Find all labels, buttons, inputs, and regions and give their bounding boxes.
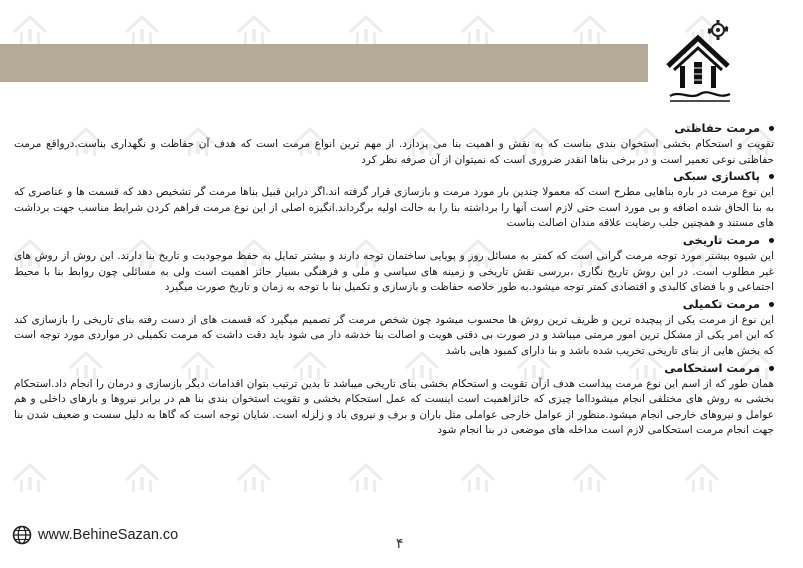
watermark-house-icon: [346, 456, 386, 496]
header-band: [0, 44, 648, 82]
section-strengthening: [14, 360, 774, 439]
section-body: این شیوه بیشتر مورد توجه مرمت گرانی است که کمتر به مسائل روز و پویایی ساختمان توجه دارند و بیشتر تمایل به حفظ موجودیت و تاریخ بنا دارند. این روش از روش های غیر مطلوب است. در این روش تاریخ نگاری ،بررسی نقش تاریخی و زمینه های سیاسی و ملی و فرهنگی بسیار حائز اهمیت است ولی به مسائلی چون روابط بنا با محیط اجتماعی و با فضای کالبدی و اقتصادی کمتر توجه میشود.به طور خلاصه حفاظت و بازسازی و تکمیل بنا با توجه به زمان و تاریخ صورت میگیرد: [14, 249, 774, 294]
article-content: [14, 120, 774, 439]
watermark-house-icon: [458, 456, 498, 496]
house-logo-icon: [660, 8, 742, 108]
section-heading: پاکسازی سبکی: [14, 168, 774, 185]
watermark-house-icon: [10, 8, 50, 48]
website-link[interactable]: www.BehineSazan.co: [38, 527, 179, 543]
section-body: همان طور که از اسم این نوع مرمت پیداست هدف ازآن تقویت و استحکام بخشی بنای تاریخی میباشد تا بدین ترتیب بتوان اقدامات دیگر بازسازی و درمان را انجام داد.استحکام بخشی به روش های مختلفی انجام میشودااما چیزی که حائزاهمیت است اینست که عمل استحکام بخشی و تقویت استخوان بندی بنا هم در برابر نیروها و بارهای داخلی و هم عوامل و نیروهای خارجی انجام میشود.منظور از عوامل خارجی عواملی مثل باران و برف و نیروی باد و زلزله است. شایان توجه است که گاها به دلیل سست و ضعیف شدن بنا جهت انجام مرمت استحکامی لازم است مداخله های موضعی در بنا انجام شود: [14, 377, 774, 437]
watermark-house-icon: [10, 456, 50, 496]
section-body: تقویت و استحکام بخشی استخوان بندی بناست که به نقش و اهمیت بنا می پردازد. از مهم ترین انواع مرمت است که هدف آن حفاظت و نگهداری بناست.درواقع مرمت حفاظتی نوعی تعمیر است و در برخی بناها انقدر ضروری است که نمیتوان از آن صرفه نظر کرد: [14, 138, 774, 166]
watermark-house-icon: [682, 456, 722, 496]
bullet-icon: [769, 238, 774, 243]
watermark-house-icon: [122, 456, 162, 496]
logo: [660, 8, 742, 108]
page-number: ۴: [396, 536, 404, 552]
bullet-icon: [769, 174, 774, 179]
section-heading: مرمت تکمیلی: [14, 296, 774, 313]
section-style-cleanup: [14, 168, 774, 232]
watermark-house-icon: [122, 8, 162, 48]
section-heading: مرمت استحکامی: [14, 360, 774, 377]
watermark-house-icon: [570, 8, 610, 48]
section-body: این نوع مرمت در باره بناهایی مطرح است که معمولا چندین بار مورد مرمت و بازسازی قرار گرفته اند.اگر دراین قبیل بناها مرمت گر تشخیص دهد که قسمت ها و عناصری که به بنا الحاق شده اضافه و بی مورد است حتی لازم است آنها را برداشته بنا را به حالت اولیه برگرداند.انگیزه اصلی از این نوع مرمت فراهم کردن شرایط مناسب جهت برداشت های مستند و همچنین جلب رضایت علاقه مندان اصالت بناست: [14, 186, 774, 230]
section-historical: [14, 232, 774, 296]
watermark-house-icon: [234, 456, 274, 496]
watermark-house-icon: [346, 8, 386, 48]
globe-icon: [12, 525, 32, 545]
section-body: این نوع از مرمت یکی از پیچیده ترین و ظریف ترین روش ها محسوب میشود چون شخص مرمت گر تصمیم میگیرد که قسمت های از دست رفته بنای تاریخی را بازسازی کند که این امر یکی از مشکل ترین امور مرمتی میباشد و در صورت بی دقتی هویت و اصالت بنا خدشه دار می شود باید دقت داشت که مرمت تکمیلی در مواردی مورد توجه است که بخش هایی از بنای تاریخی تخریب شده باشد و بنا دارای کمبود هایی باشد: [14, 313, 774, 357]
bullet-icon: [769, 126, 774, 131]
section-heading: مرمت حفاظتی: [14, 120, 774, 137]
watermark-house-icon: [570, 456, 610, 496]
watermark-house-icon: [234, 8, 274, 48]
section-complementary: [14, 296, 774, 360]
bullet-icon: [769, 302, 774, 307]
watermark-house-icon: [458, 8, 498, 48]
section-heading: مرمت تاریخی: [14, 232, 774, 249]
bullet-icon: [769, 366, 774, 371]
section-conservation: [14, 120, 774, 168]
